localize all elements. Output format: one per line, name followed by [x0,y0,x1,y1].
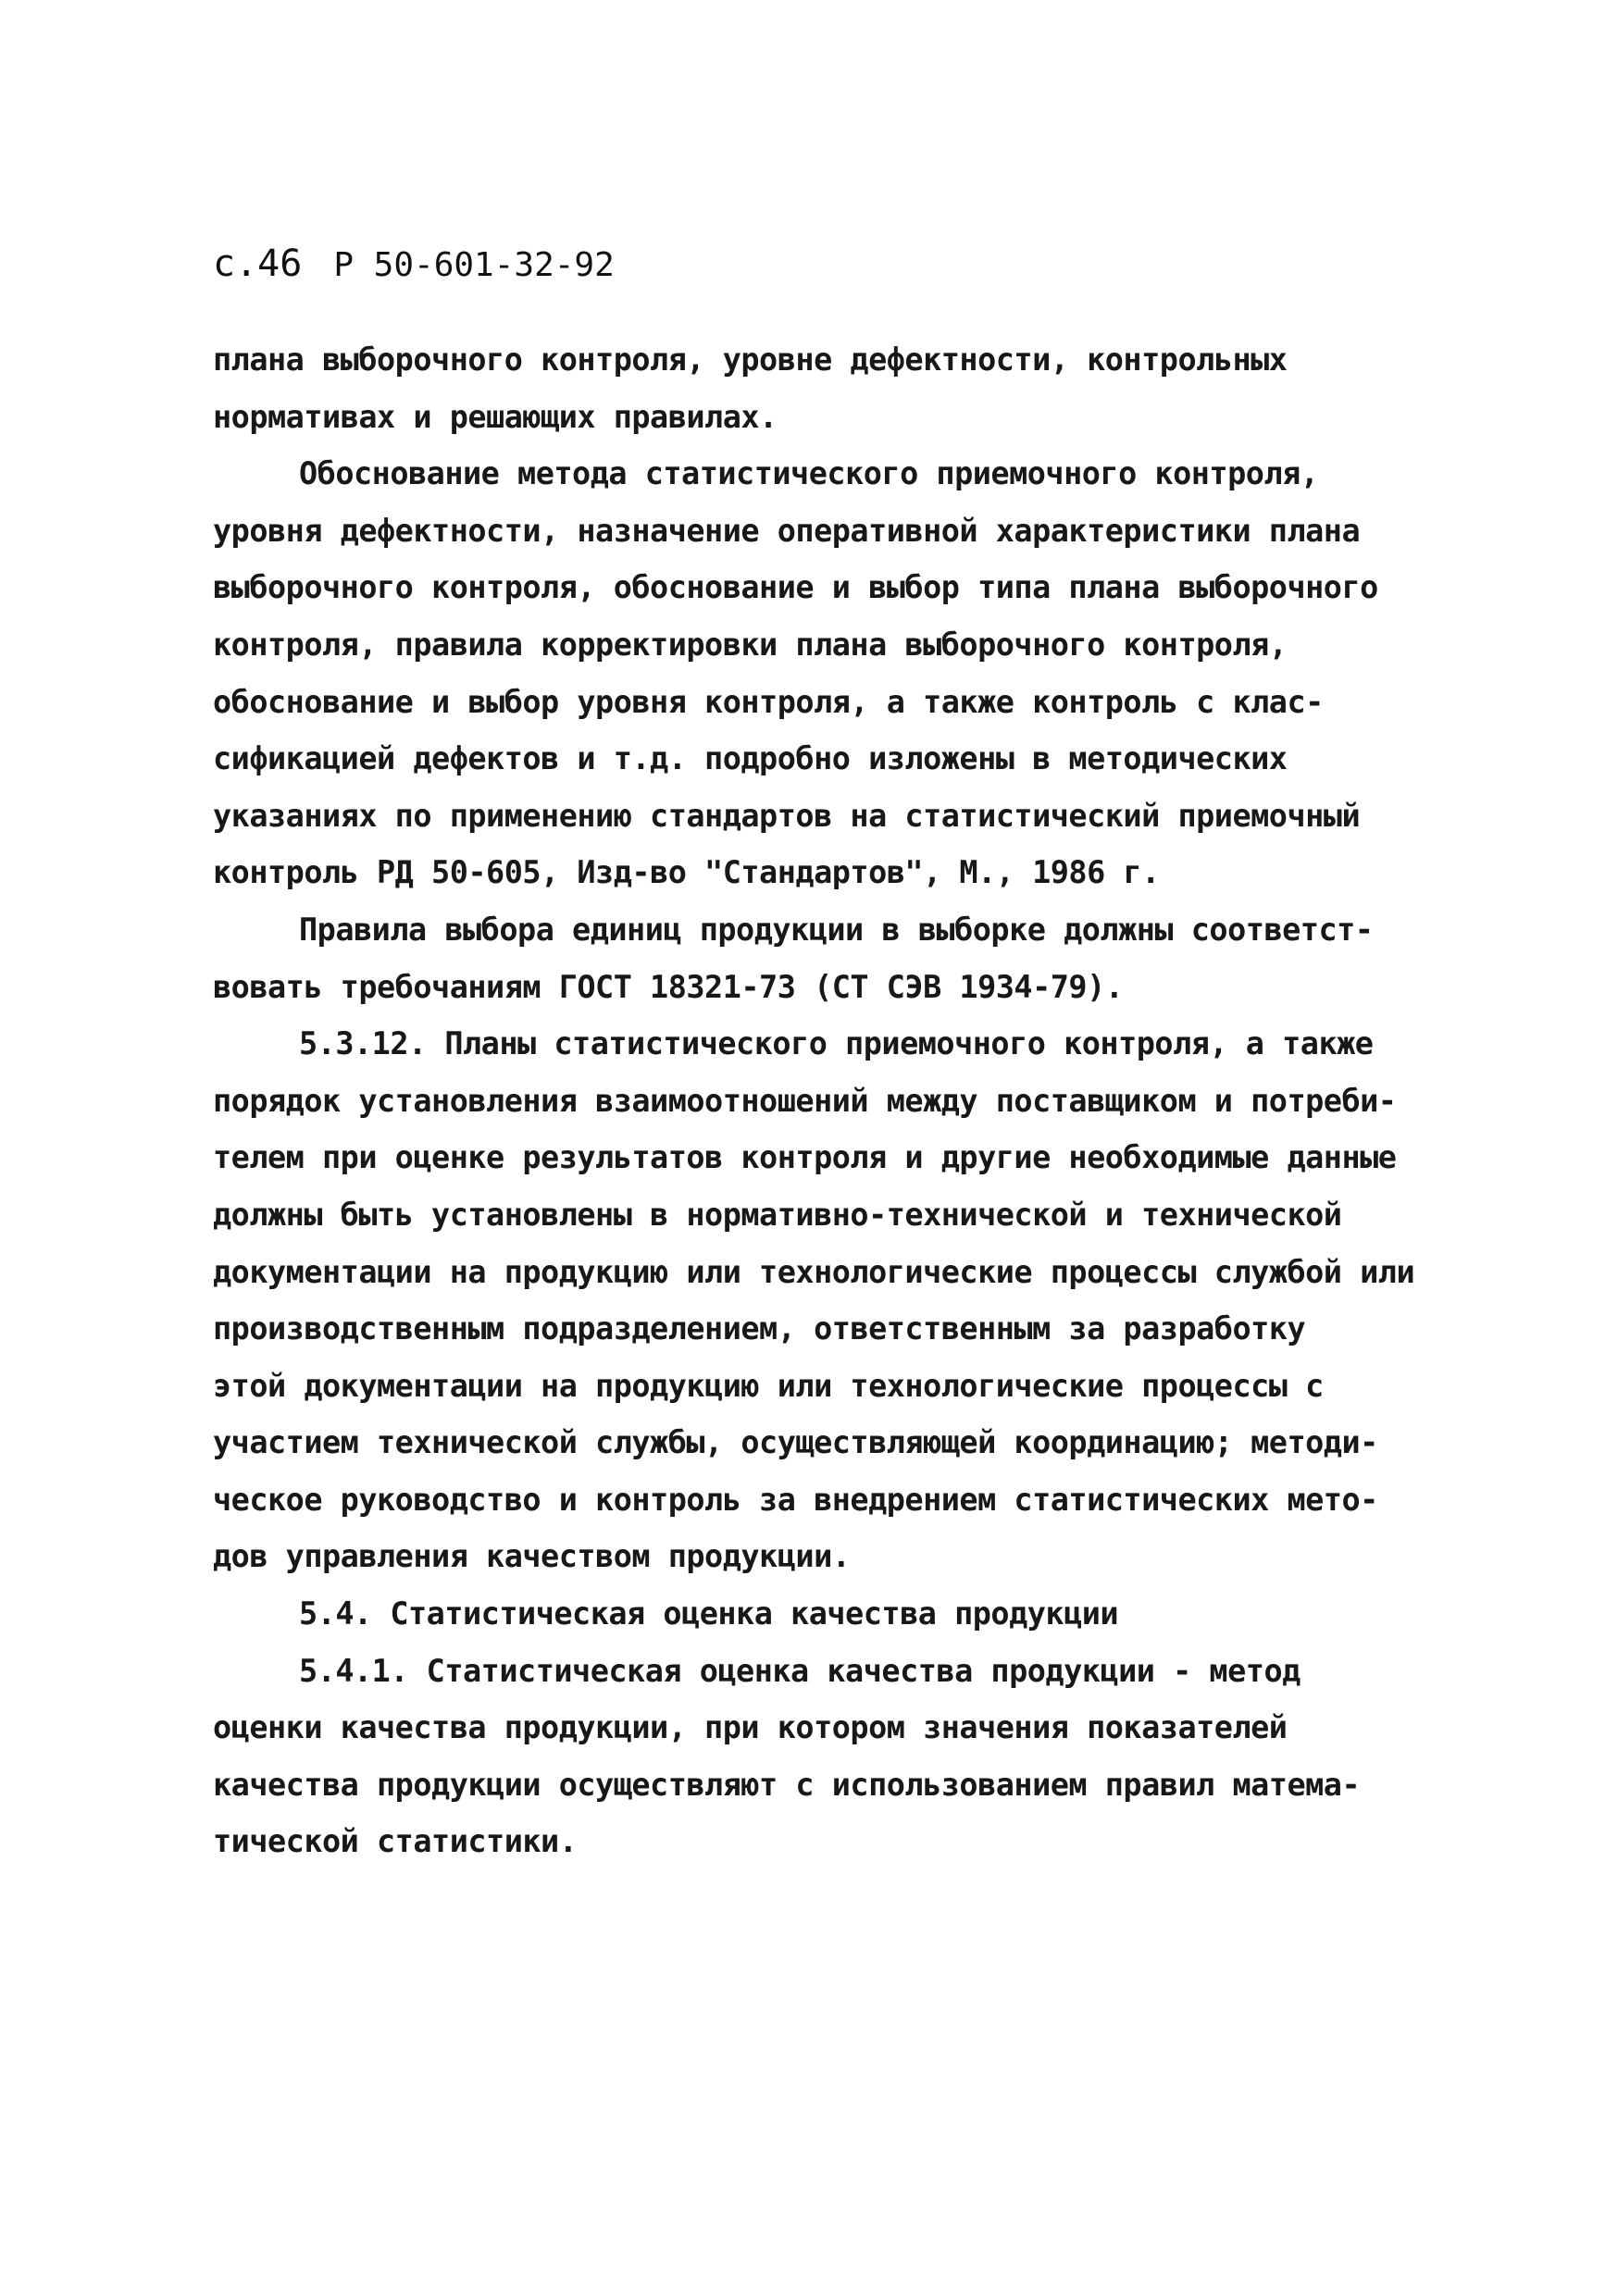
text-line: плана выборочного контроля, уровне дефектности, контрольных [213,341,1288,378]
text-line: вовать требочаниям ГОСТ 18321-73 (СТ СЭВ 1934-79). [213,968,1124,1005]
text-line: контроль РД 50-605, Изд-во "Стандартов", М., 1986 г. [213,854,1160,891]
text-line: 5.3.12. Планы статистического приемочного контроля, а также [299,1025,1374,1062]
text-line: выборочного контроля, обоснование и выбор типа плана выборочного [213,569,1378,606]
text-line: телем при оценке результатов контроля и другие необходимые данные [213,1139,1397,1176]
text-line: порядок установления взаимоотношений между поставщиком и потреби- [213,1082,1397,1119]
page-header [213,242,615,285]
text-line: Обоснование метода статистического приемочного контроля, [299,455,1319,492]
text-line: этой документации на продукцию или технологические процессы с [213,1367,1324,1404]
text-line: указаниях по применению стандартов на статистический приемочный [213,797,1361,834]
body-text [213,331,1414,1870]
text-line: дов управления качеством продукции. [213,1538,851,1575]
section-heading: 5.4. Статистическая оценка качества продукции [299,1595,1119,1632]
document-code: Р 50-601-32-92 [333,246,615,284]
text-line: тической статистики. [213,1823,578,1860]
text-line: обоснование и выбор уровня контроля, а также контроль с клас- [213,683,1324,720]
text-line: уровня дефектности, назначение оперативной характеристики плана [213,512,1361,549]
text-line: контроля, правила корректировки плана выборочного контроля, [213,626,1288,663]
text-line: качества продукции осуществляют с использованием правил матема- [213,1766,1361,1803]
text-line: Правила выбора единиц продукции в выборке должны соответст- [299,911,1374,948]
text-line: документации на продукцию или технологические процессы службой или [213,1253,1415,1290]
text-line: оценки качества продукции, при котором значения показателей [213,1709,1288,1746]
page-number: с.46 [213,242,303,285]
text-line: ческое руководство и контроль за внедрением статистических мето- [213,1481,1378,1518]
text-line: производственным подразделением, ответственным за разработку [213,1310,1306,1347]
text-line: должны быть установлены в нормативно-технической и технической [213,1196,1342,1233]
text-line: сификацией дефектов и т.д. подробно изложены в методических [213,740,1288,777]
text-line: 5.4.1. Статистическая оценка качества продукции - метод [299,1652,1301,1689]
text-line: нормативах и решающих правилах. [213,398,778,435]
text-line: участием технической службы, осуществляющей координацию; методи- [213,1424,1378,1461]
